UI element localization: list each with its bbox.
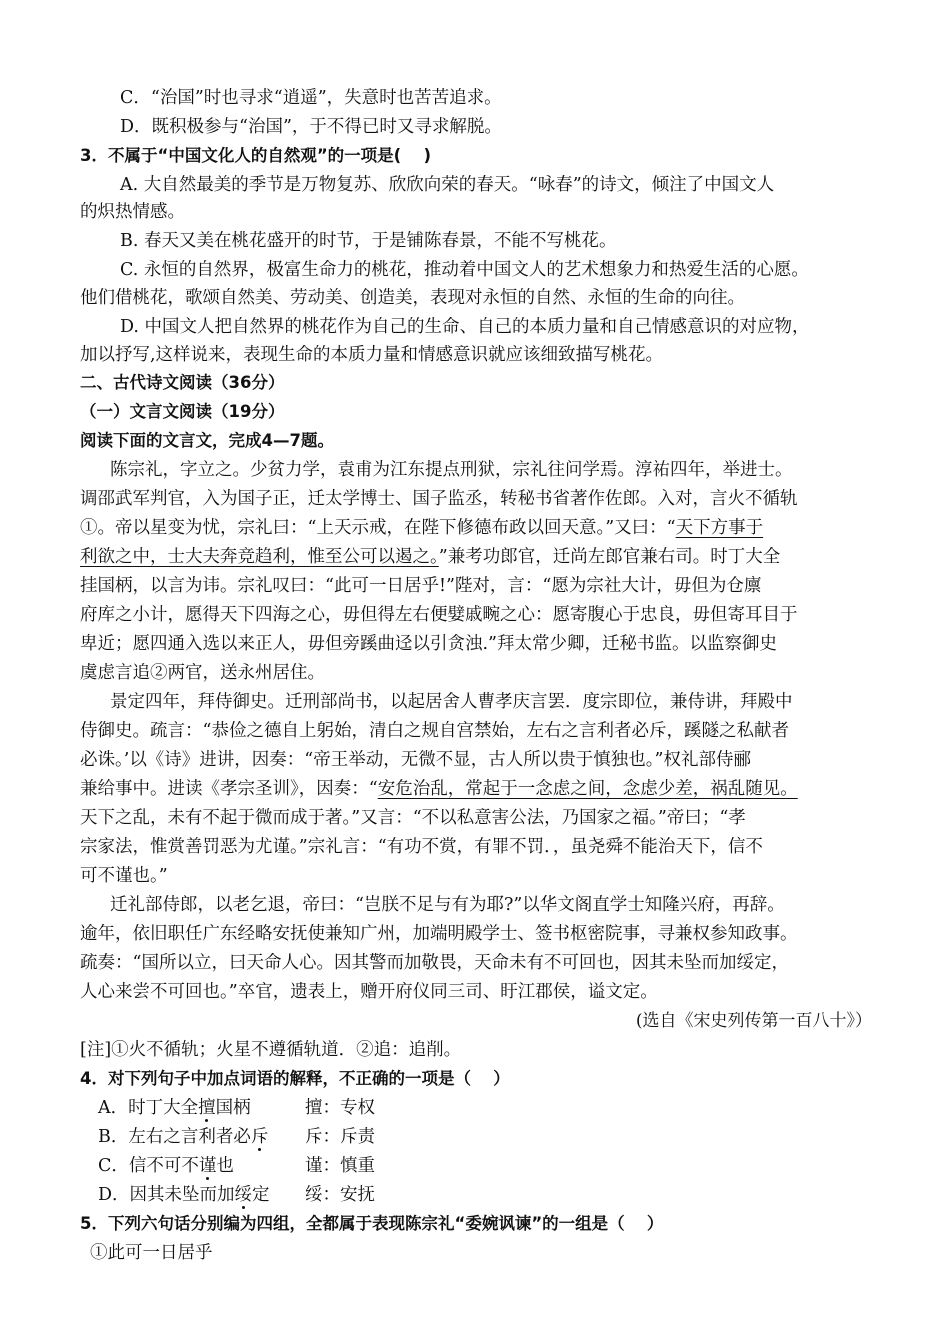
passage-line: 府库之小计，愿得天下四海之心，毋但得左右便嬖戚畹之心：愿寄腹心于忠良，毋但寄耳目于 [80,605,798,625]
q4-option-d: D．因其未坠而加绥定 [98,1185,270,1205]
underlined-sentence: 安危治乱，常起于一念虑之间，念虑少差，祸乱随见。 [377,779,798,799]
dotted-word: 斥 [250,1127,269,1147]
passage-source: (选自《宋史列传第一百八十》） [635,1011,872,1031]
passage-line: 陈宗礼，字立之。少贫力学，袁甫为江东提点刑狱，宗礼往问学焉。淳祐四年，举进士。 [110,460,793,480]
q4-gloss-a: 擅：专权 [305,1098,375,1118]
q3-option-d-cont: 加以抒写,这样说来，表现生命的本质力量和情感意识就应该细致描写桃花。 [80,345,664,365]
section-title: 二、古代诗文阅读（36分） [80,373,285,392]
reading-instruction: 阅读下面的文言文，完成4—7题。 [80,431,334,450]
passage-line: ①。帝以星变为忧，宗礼曰：“上天示戒，在陛下修德布政以回天意。”又曰：“天下方事于 [80,518,764,538]
subsection-title: （一）文言文阅读（19分） [80,402,285,421]
passage-line: 天下之乱，未有不起于微而成于著。”又言：“不以私意害公法，乃国家之福。”帝曰；“孝 [80,808,746,828]
passage-line: 必诛。’以《诗》进讲，因奏：“帝王举动，无微不显，古人所以贵于慎独也。”权礼部侍郦 [80,750,751,770]
passage-line: 虞虑言追②两官，送永州居住。 [80,663,325,683]
passage-line: 宗家法，惟赏善罚恶为尤谨。”宗礼言：“有功不赏，有罪不罚．，虽尧舜不能治天下，信不 [80,837,763,857]
passage-line: 调邵武军判官，入为国子正，迁太学博士、国子监丞，转秘书省著作佐郎。入对，言火不循轨 [80,489,798,509]
passage-note: [注]①火不循轨；火星不遵循轨道．②追：追削。 [80,1040,462,1060]
q4-gloss-b: 斥：斥责 [305,1127,375,1147]
q3-stem: 3．不属于“中国文化人的自然观”的一项是( ) [80,146,431,165]
dotted-word: 擅 [198,1098,216,1118]
q4-option-b: B．左右之言利者必斥 [98,1127,269,1147]
passage-line: 疏奏：“国所以立，曰天命人心。因其警而加敬畏，天命未有不可回也，因其未坠而加绥定， [80,953,789,973]
passage-line: 可不谨也。” [80,866,168,886]
passage-line: 迁礼部侍郎，以老乞退，帝曰：“岂朕不足与有为耶?”以华文阁直学士知隆兴府，再辞。 [110,895,785,915]
passage-line: 卑近；愿四通入选以来正人，毋但旁蹊曲迳以引贪浊.”拜太常少卿，迁秘书监。以监察御史 [80,634,778,654]
q3-option-d: D. 中国文人把自然界的桃花作为自己的生命、自己的本质力量和自己情感意识的对应物， [120,317,810,337]
q3-option-c: C. 永恒的自然界，极富生命力的桃花，推动着中国文人的艺术想象力和热爱生活的心愿。 [120,260,809,280]
passage-line: 逾年，依旧职任广东经略安抚使兼知广州，加端明殿学士、签书枢密院事，寻兼权参知政事。 [80,924,798,944]
q2-option-c: C．“治国”时也寻求“逍遥”，失意时也苦苦追求。 [120,88,502,108]
dotted-word: 谨 [198,1156,217,1176]
q4-gloss-d: 绥：安抚 [305,1185,375,1205]
q4-option-c: C．信不可不谨也 [98,1156,234,1176]
dotted-word: 绥 [234,1185,253,1205]
q4-gloss-c: 谨：慎重 [305,1156,375,1176]
q4-stem: 4．对下列句子中加点词语的解释，不正确的一项是（ ） [80,1069,510,1088]
q5-stem: 5．下列六句话分别编为四组，全都属于表现陈宗礼“委婉讽谏”的一组是（ ） [80,1214,664,1233]
passage-line: 利欲之中，士大夫奔竞趋利，惟至公可以遏之。”兼考功郎官，迁尚左郎官兼右司。时丁大全 [80,547,781,567]
q4-option-a: A．时丁大全擅国柄 [98,1098,251,1118]
q3-option-c-cont: 他们借桃花，歌颂自然美、劳动美、创造美，表现对永恒的自然、永恒的生命的向往。 [80,288,745,308]
underlined-sentence: 天下方事于 [675,518,764,538]
passage-line: 挂国柄，以言为讳。宗礼叹曰：“此可一日居乎!”陛对，言：“愿为宗社大计，毋但为仓廪 [80,576,762,596]
q5-item-1: ①此可一日居乎 [90,1243,213,1263]
q3-option-b: B. 春天又美在桃花盛开的时节，于是铺陈春景，不能不写桃花。 [120,231,617,251]
q3-option-a: A. 大自然最美的季节是万物复苏、欣欣向荣的春天。“咏春”的诗文，倾注了中国文人 [120,175,775,195]
passage-line: 景定四年，拜侍御史。迁刑部尚书，以起居舍人曹孝庆言罢．度宗即位，兼侍讲，拜殿中 [110,692,793,712]
underlined-sentence: 利欲之中，士大夫奔竞趋利，惟至公可以遏之。 [80,547,439,567]
passage-line: 侍御史。疏言：“恭俭之德自上躬始，清白之规自宫禁始，左右之言利者必斥，蹊隧之私献者 [80,721,789,741]
passage-line: 兼给事中。进读《孝宗圣训》，因奏：“安危治乱，常起于一念虑之间，念虑少差，祸乱随见。 [80,779,798,799]
q2-option-d: D．既积极参与“治国”，于不得已时又寻求解脱。 [120,117,502,137]
q3-option-a-cont: 的炽热情感。 [80,202,185,222]
passage-line: 人心来尝不可回也。”卒官，遗表上，赠开府仪同三司、盱江郡侯，谥文定。 [80,982,658,1002]
